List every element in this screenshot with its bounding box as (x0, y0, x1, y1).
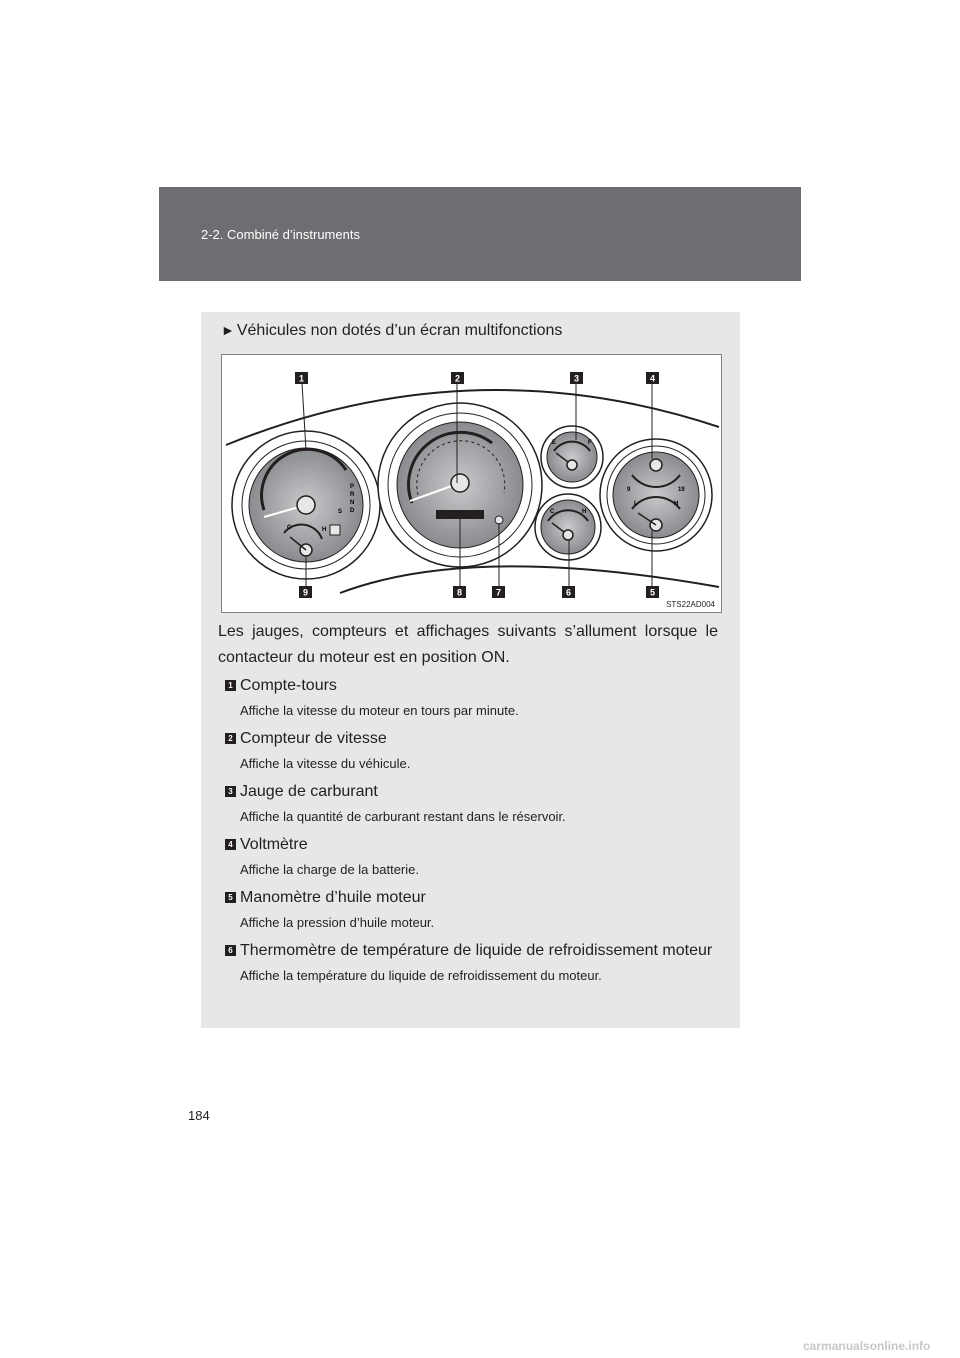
list-item-oil-pressure (225, 887, 719, 932)
svg-text:H: H (674, 501, 679, 507)
instrument-cluster-figure (221, 354, 722, 613)
svg-text:L: L (634, 501, 638, 507)
item-description: Affiche la pression d’huile moteur. (240, 915, 435, 930)
svg-text:7: 7 (495, 587, 502, 598)
coolant-temp-gauge (535, 494, 601, 560)
section-label: 2-2. Combiné d’instruments (201, 227, 360, 242)
svg-text:H: H (322, 527, 327, 533)
number-badge: 6 (225, 945, 236, 956)
item-title: Compteur de vitesse (240, 730, 387, 747)
item-description: Affiche la vitesse du moteur en tours par minute. (240, 703, 519, 718)
item-description: Affiche la vitesse du véhicule. (240, 756, 411, 771)
item-title: Compte-tours (240, 677, 337, 694)
section-header (159, 187, 801, 281)
number-badge: 4 (225, 839, 236, 850)
svg-text:5: 5 (649, 587, 656, 598)
number-badge: 3 (225, 786, 236, 797)
figure-code: STS22AD004 (666, 600, 715, 609)
item-title: Manomètre d’huile moteur (240, 889, 426, 906)
panel-subtitle (221, 322, 562, 340)
number-badge: 5 (225, 892, 236, 903)
svg-text:6: 6 (565, 587, 572, 598)
svg-text:D: D (350, 508, 355, 514)
triangle-bullet-icon: ► (221, 322, 235, 338)
number-badge: 1 (225, 680, 236, 691)
page-number: 184 (188, 1108, 210, 1123)
cluster-illustration (222, 355, 723, 614)
number-badge: 2 (225, 733, 236, 744)
svg-text:C: C (550, 509, 555, 515)
volt-oil-gauge (600, 439, 712, 551)
svg-text:1: 1 (298, 373, 305, 384)
svg-text:P: P (350, 484, 355, 490)
list-item-speedometer (225, 728, 719, 773)
subtitle-text: Véhicules non dotés d’un écran multifonctions (236, 322, 563, 339)
intro-paragraph: Les jauges, compteurs et affichages suivants s’allument lorsque le contacteur du moteur est en position ON. (218, 623, 718, 666)
item-title: Jauge de carburant (240, 783, 378, 800)
svg-text:9: 9 (627, 487, 631, 493)
item-title: Thermomètre de température de liquide de refroidissement moteur (240, 942, 713, 959)
fuel-gauge (541, 426, 603, 488)
svg-text:8: 8 (456, 587, 463, 598)
list-item-tachometer (225, 675, 719, 720)
svg-text:R: R (350, 492, 355, 498)
svg-text:2: 2 (454, 373, 461, 384)
svg-text:C: C (287, 525, 292, 531)
svg-text:N: N (350, 500, 355, 506)
svg-text:4: 4 (649, 373, 656, 384)
svg-text:3: 3 (573, 373, 580, 384)
item-title: Voltmètre (240, 836, 308, 853)
svg-text:H: H (582, 509, 587, 515)
list-item-coolant-temp (225, 940, 719, 985)
svg-text:19: 19 (678, 487, 685, 493)
watermark: carmanualsonline.info (803, 1339, 931, 1353)
list-item-fuel-gauge (225, 781, 719, 826)
item-description: Affiche la charge de la batterie. (240, 862, 419, 877)
content-panel (201, 312, 740, 1028)
svg-text:E: E (552, 440, 557, 446)
dash-bottom-outline (340, 566, 719, 593)
svg-text:F: F (588, 440, 592, 446)
item-description: Affiche la température du liquide de refroidissement du moteur. (240, 968, 602, 983)
list-item-voltmeter (225, 834, 719, 879)
svg-text:9: 9 (302, 587, 309, 598)
item-description: Affiche la quantité de carburant restant dans le réservoir. (240, 809, 566, 824)
svg-text:S: S (338, 509, 343, 515)
